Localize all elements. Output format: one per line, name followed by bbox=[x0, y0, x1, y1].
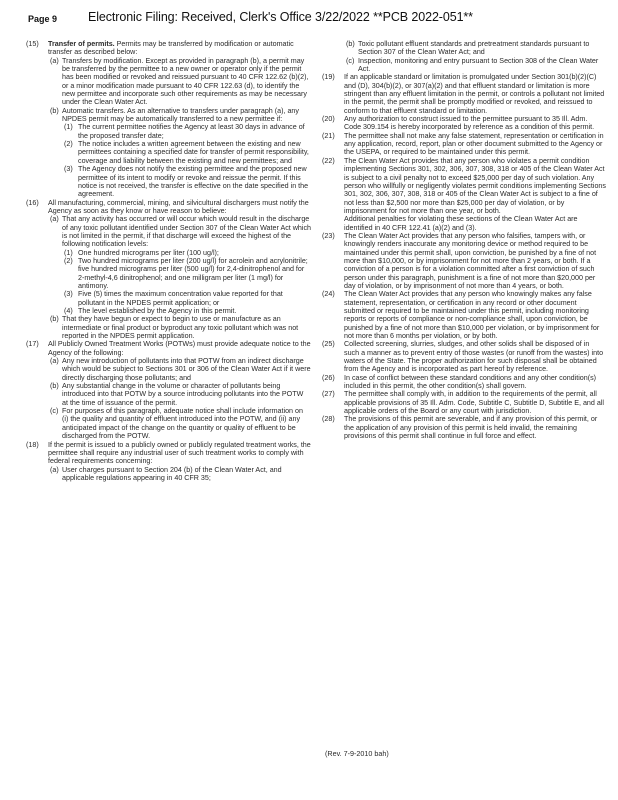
sub-title: Transfers by modification. bbox=[62, 56, 144, 65]
condition-17 bbox=[26, 340, 311, 440]
condition-number: (24) bbox=[322, 290, 335, 299]
condition-text: The Clean Water Act provides that any person who violates a permit condition implementing Sections 301, 302, 306, 307, 308, 318 or 405 of the Clean Water Act is subject to a civil penalty not to exceed $25,000 per day of such violation. Any person who willfully or negligently violates permit conditions implementing Sections 301, 302, 306, 307, 308, 318 or 405 of the Clean Water Act is subject to a fine of not less than $2,500 nor more than $25,000 per day of violation, or by imprisonment for not more than one year, or both. bbox=[344, 156, 606, 215]
condition-27 bbox=[322, 390, 606, 415]
item-text: One hundred micrograms per liter (100 ug/l); bbox=[78, 248, 219, 257]
sub-label: (b) bbox=[50, 315, 59, 324]
condition-text: If an applicable standard or limitation is promulgated under Section 301(b)(2)(C) and (D), 304(b)(2), or 307(a)(2) and that effluent standard or limitation is more stringent than any effluent limitation in the permit, or controls a pollutant not limited in the permit, the permit shall be promptly modified or revoked, and reissued to conform to that effluent standard or limitation. bbox=[344, 73, 605, 115]
condition-20 bbox=[322, 115, 606, 132]
page-number: Page 9 bbox=[28, 14, 58, 24]
subcondition-16b bbox=[48, 315, 311, 340]
list-item bbox=[62, 165, 311, 198]
sub-label: (a) bbox=[50, 215, 59, 224]
condition-26 bbox=[322, 374, 606, 391]
condition-number: (15) bbox=[26, 40, 39, 48]
condition-text: All Publicly Owned Treatment Works (POTWs) must provide adequate notice to the Agency of the following: bbox=[48, 340, 311, 357]
sub-label: (a) bbox=[50, 357, 59, 366]
condition-text: All manufacturing, commercial, mining, and silvicultural dischargers must notify the Agency as soon as they know or have reason to believe: bbox=[48, 198, 309, 215]
list-item bbox=[62, 290, 311, 307]
condition-23 bbox=[322, 232, 606, 290]
page-header bbox=[28, 10, 600, 32]
list-item bbox=[48, 466, 311, 483]
item-label: (2) bbox=[64, 140, 73, 149]
list-item bbox=[62, 307, 311, 315]
condition-text: Collected screening, slurries, sludges, and other solids shall be disposed of in such a manner as to prevent entry of those wastes (or runoff from the wastes) into waters of the State. The proper authorization for such disposal shall be obtained from the Agency and is incorporated as part hereof by reference. bbox=[344, 340, 604, 374]
subcondition-16a bbox=[48, 215, 311, 315]
condition-number: (18) bbox=[26, 440, 39, 449]
item-text: Two hundred micrograms per liter (200 ug/l) for acrolein and acrylonitrile; five hundred micrograms per liter (500 ug/l) for 2,4-dinitrophenol and for 2-methyl-4,6 dinitrophenol; and one milligram per liter (1 mg/l) for antimony. bbox=[78, 256, 308, 290]
item-text: The Agency does not notify the existing permittee and the proposed new permittee of its intent to modify or revoke and reissue the permit. If this notice is not received, the transfer is effective on the date specified in the agreement. bbox=[78, 165, 309, 199]
condition-text: In case of conflict between these standard conditions and any other condition(s) included in this permit, the other condition(s) shall govern. bbox=[344, 373, 597, 391]
sub-label: (b) bbox=[50, 382, 59, 391]
sub-text: As an alternative to transfers under paragraph (a), any NPDES permit may be automatically transferred to a new permittee if: bbox=[62, 106, 299, 124]
list-item bbox=[48, 357, 311, 382]
sub-text: User charges pursuant to Section 204 (b) of the Clean Water Act, and applicable regulations appearing in 40 CFR 35; bbox=[62, 465, 282, 482]
condition-text: The Clean Water Act provides that any person who falsifies, tampers with, or knowingly renders inaccurate any monitoring device or method required to be maintained under this permit shall, upon conviction, be punished by a fine of not more than $10,000, or by imprisonment for not more than 2 years, or both. If a conviction of a person is for a violation committed after a first conviction of such person under this paragraph, punishment is a fine of not more than $20,000 per day of violation, or by imprisonment of not more than 4 years, or both. bbox=[344, 231, 597, 290]
list-item bbox=[62, 123, 311, 140]
revision-note: (Rev. 7-9-2010 bah) bbox=[325, 749, 389, 758]
filing-stamp: Electronic Filing: Received, Clerk's Office 3/22/2022 **PCB 2022-051** bbox=[88, 10, 473, 24]
condition-18 bbox=[26, 441, 311, 483]
condition-number: (28) bbox=[322, 415, 335, 424]
sub-label: (c) bbox=[346, 56, 355, 65]
condition-number: (22) bbox=[322, 156, 335, 165]
sub-label: (b) bbox=[50, 106, 59, 115]
item-text: The level established by the Agency in this permit. bbox=[78, 307, 237, 315]
item-label: (1) bbox=[64, 248, 73, 257]
condition-number: (16) bbox=[26, 198, 39, 207]
item-text: Five (5) times the maximum concentration value reported for that pollutant in the NPDES permit application; or bbox=[78, 290, 283, 307]
condition-text: Permits may be transferred by modification or automatic transfer as described below: bbox=[48, 40, 294, 57]
condition-number: (27) bbox=[322, 390, 335, 399]
condition-text: The permittee shall not make any false statement, representation or certification in any application, record, report, plan or other document submitted to the Agency or the USEPA, or required to be maintained under this permit. bbox=[344, 131, 604, 157]
item-label: (3) bbox=[64, 165, 73, 174]
condition-16 bbox=[26, 199, 311, 341]
condition-text: The Clean Water Act provides that any person who knowingly makes any false statement, representation, or certification in any record or other document submitted or required to be maintained under this permit, including monitoring reports or reports of compliance or non-compliance shall, upon conviction, be punished by a fine of not more than $10,000 per violation, or by imprisonment for not more than 6 months per violation, or by both. bbox=[344, 290, 600, 341]
sub-text: Inspection, monitoring and entry pursuant to Section 308 of the Clean Water Act. bbox=[358, 56, 599, 74]
list-item bbox=[62, 140, 311, 165]
sub-text: That any activity has occurred or will occur which would result in the discharge of any toxic pollutant identified under Section 307 of the Clean Water Act which is not limited in the permit, if that discharge will exceed the highest of the following notification levels: bbox=[62, 215, 312, 249]
list-item bbox=[344, 57, 606, 74]
condition-text: The provisions of this permit are severable, and if any provision of this permit, or the application of any provision of this permit is held invalid, the remaining provisions of this permit shall continue in full force and effect. bbox=[344, 415, 598, 441]
item-label: (2) bbox=[64, 256, 73, 265]
condition-28 bbox=[322, 415, 606, 440]
left-column bbox=[26, 40, 311, 482]
sub-label: (a) bbox=[50, 56, 59, 65]
condition-19 bbox=[322, 73, 606, 115]
subcondition-15b bbox=[48, 107, 311, 199]
condition-text-extra: Additional penalties for violating these sections of the Clean Water Act are identified in 40 CFR 122.41 (a)(2) and (3). bbox=[344, 215, 578, 232]
condition-18-cont bbox=[322, 40, 606, 73]
condition-25 bbox=[322, 340, 606, 373]
sub-label: (a) bbox=[50, 465, 59, 474]
item-label: (4) bbox=[64, 307, 73, 315]
sub-text: For purposes of this paragraph, adequate notice shall include information on (i) the quality and quantity of effluent introduced into the POTW, and (ii) any anticipated impact of the change on the quantity or quality of effluent to be discharged from the POTW. bbox=[62, 407, 303, 441]
sub-label: (b) bbox=[346, 40, 355, 48]
right-column bbox=[322, 40, 606, 441]
sub-text: Any new introduction of pollutants into that POTW from an indirect discharge which would be subject to Sections 301 or 306 of the Clean Water Act if it were directly discharging those pollutants; and bbox=[62, 357, 311, 382]
item-label: (1) bbox=[64, 123, 73, 132]
condition-number: (25) bbox=[322, 340, 335, 349]
condition-22 bbox=[322, 157, 606, 232]
list-item bbox=[344, 40, 606, 57]
list-item bbox=[62, 249, 311, 257]
condition-21 bbox=[322, 132, 606, 157]
subcondition-15a bbox=[48, 57, 311, 107]
condition-text: The permittee shall comply with, in addition to the requirements of the permit, all applicable provisions of 35 Ill. Adm. Code, Subtitle C, Subtitle D, Subtitle E, and all applicable orders of the Board or any court with jurisdiction. bbox=[344, 390, 604, 416]
condition-number: (17) bbox=[26, 340, 39, 349]
condition-24 bbox=[322, 290, 606, 340]
list-item bbox=[48, 407, 311, 440]
condition-number: (26) bbox=[322, 373, 335, 382]
sub-text: Except as provided in paragraph (b), a permit may be transferred by the permittee to a new owner or operator only if the permit has been modified or revoked and reissued pursuant to 40 CFR 122.62 (b)(2), or a minor modification made pursuant to 40 CFR 122.63 (d), to identify the new permittee and incorporate such other requirements as may be necessary under the Clean Water Act. bbox=[62, 56, 309, 107]
condition-title: Transfer of permits. bbox=[48, 40, 115, 48]
sub-title: Automatic transfers. bbox=[62, 106, 126, 115]
condition-number: (21) bbox=[322, 131, 335, 140]
sub-text: Toxic pollutant effluent standards and pretreatment standards pursuant to Section 307 of the Clean Water Act; and bbox=[358, 40, 590, 57]
condition-number: (23) bbox=[322, 231, 335, 240]
condition-15 bbox=[26, 40, 311, 199]
sub-label: (c) bbox=[50, 407, 59, 416]
condition-number: (20) bbox=[322, 115, 335, 124]
list-item bbox=[48, 382, 311, 407]
condition-number: (19) bbox=[322, 73, 335, 82]
item-text: The current permittee notifies the Agency at least 30 days in advance of the proposed transfer date; bbox=[78, 123, 305, 140]
sub-text: Any substantial change in the volume or character of pollutants being introduced into that POTW by a source introducing pollutants into the POTW at the time of issuance of the permit. bbox=[62, 382, 304, 407]
condition-text: Any authorization to construct issued to the permittee pursuant to 35 Ill. Adm. Code 309.154 is hereby incorporated by reference as a condition of this permit. bbox=[344, 115, 595, 132]
sub-text: That they have begun or expect to begin to use or manufacture as an intermediate or final product or byproduct any toxic pollutant which was not reported in the NPDES permit application. bbox=[62, 315, 299, 341]
item-text: The notice includes a written agreement between the existing and new permittees containing a specified date for transfer of permit responsibility, coverage and liability between the existing and new permittees; and bbox=[78, 140, 309, 165]
list-item bbox=[62, 257, 311, 290]
condition-text: If the permit is issued to a publicly owned or publicly regulated treatment works, the permittee shall require any industrial user of such treatment works to comply with federal requirements concerning: bbox=[48, 440, 311, 466]
item-label: (3) bbox=[64, 290, 73, 299]
